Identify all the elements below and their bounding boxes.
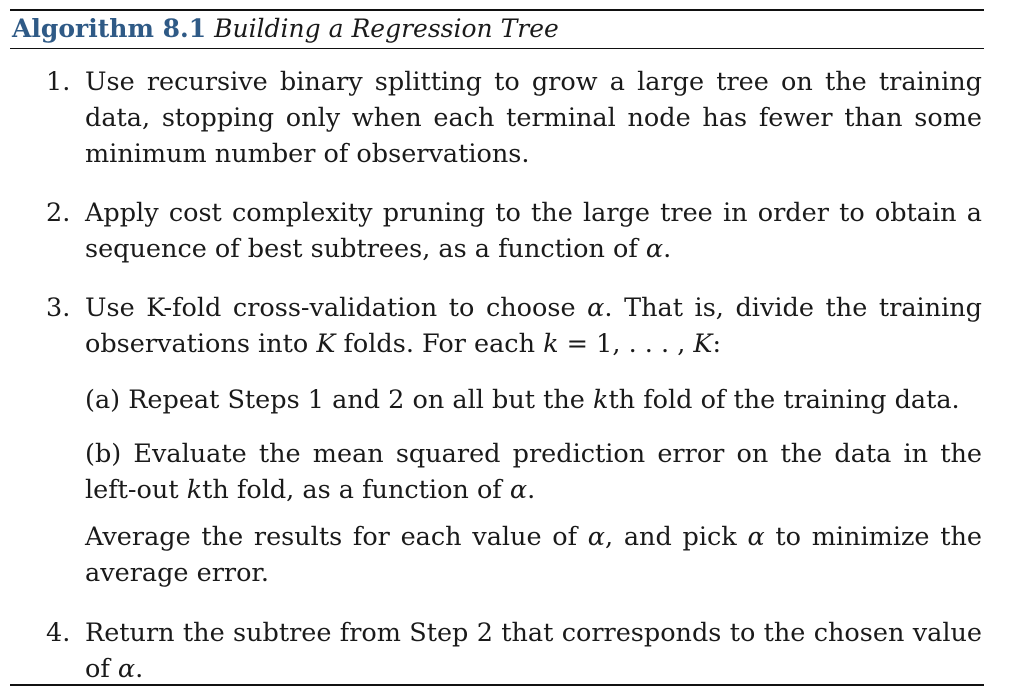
- alpha-symbol: α: [587, 522, 606, 552]
- K-symbol: K: [316, 329, 336, 359]
- header-rule: [10, 48, 984, 49]
- K-symbol: K: [693, 329, 713, 359]
- step-4-number: 4.: [46, 618, 71, 648]
- substep-a-text: (a) Repeat Steps 1 and 2 on all but the kth fold of the training data.: [85, 385, 960, 415]
- step-3-summary: Average the results for each value of α, and pick α to minimize the average error.: [85, 522, 982, 588]
- alpha-symbol: α: [747, 522, 765, 552]
- substep-b-text: (b) Evaluate the mean squared prediction error on the data in the left-out kth fold, as a function of α.: [85, 439, 982, 505]
- alpha-symbol: α: [645, 234, 664, 264]
- algorithm-title: Building a Regression Tree: [214, 14, 559, 43]
- alpha-symbol: α: [587, 293, 605, 323]
- step-1-text: Use recursive binary splitting to grow a large tree on the training data, stopping only when each terminal node has fewer than some minimum number of observations.: [85, 67, 982, 169]
- alpha-symbol: α: [117, 654, 136, 684]
- algorithm-header: [12, 11, 559, 47]
- k-symbol: k: [186, 475, 203, 505]
- algorithm-label: Algorithm 8.1: [12, 14, 207, 43]
- step-1-number: 1.: [46, 67, 71, 97]
- k-symbol: k: [543, 329, 559, 359]
- step-3-text: Use K-fold cross-validation to choose α. That is, divide the training observations into K folds. For each k = 1, . . . , K:: [85, 293, 983, 359]
- alpha-symbol: α: [509, 475, 528, 505]
- bottom-rule: [10, 684, 984, 686]
- k-symbol: k: [592, 385, 609, 415]
- step-2-number: 2.: [46, 198, 71, 228]
- step-3-number: 3.: [46, 293, 71, 323]
- step-2-text: Apply cost complexity pruning to the large tree in order to obtain a sequence of best subtrees, as a function of α.: [85, 198, 982, 264]
- step-4-text: Return the subtree from Step 2 that corresponds to the chosen value of α.: [85, 618, 982, 684]
